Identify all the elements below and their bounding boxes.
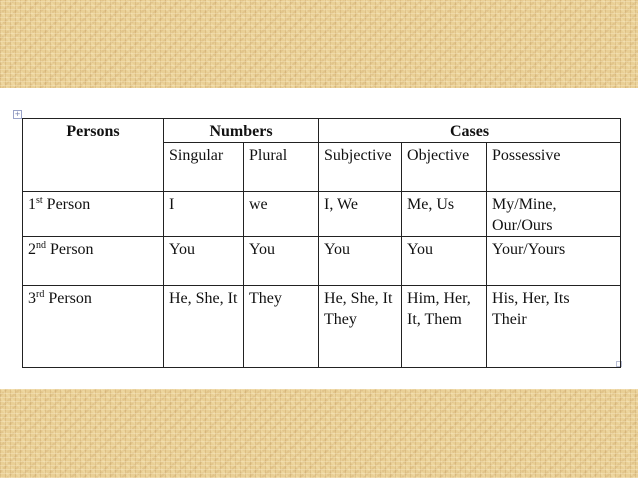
person-label: Person <box>46 241 94 258</box>
cell-possessive <box>487 286 621 368</box>
subheader-plural: Plural <box>244 143 319 192</box>
cell-line: It, Them <box>407 311 462 328</box>
cell-singular <box>164 286 244 368</box>
cell-objective <box>402 237 487 286</box>
header-persons: Persons <box>23 119 164 192</box>
cell-line: Me, Us <box>407 196 455 213</box>
cell-singular <box>164 192 244 237</box>
person-number: 2 <box>28 241 36 258</box>
cell-line: His, Her, Its <box>492 290 570 307</box>
cell-line: They <box>249 290 282 307</box>
person-cell <box>23 192 164 237</box>
cell-line: They <box>324 311 357 328</box>
person-label: Person <box>42 196 91 213</box>
cell-line: He, She, It <box>324 290 393 307</box>
cell-line: You <box>324 241 350 258</box>
table-row <box>23 192 621 237</box>
cell-subjective <box>319 237 402 286</box>
subheader-singular: Singular <box>164 143 244 192</box>
table-header-row <box>23 119 621 143</box>
table-row <box>23 237 621 286</box>
cell-possessive <box>487 192 621 237</box>
person-label: Person <box>44 290 92 307</box>
cell-line: He, She, It <box>169 290 238 307</box>
cell-line: we <box>249 196 268 213</box>
pronoun-table <box>22 118 621 368</box>
person-cell <box>23 286 164 368</box>
table-move-handle-icon[interactable]: + <box>14 110 21 118</box>
cell-line: You <box>169 241 195 258</box>
cell-line: Him, Her, <box>407 290 471 307</box>
header-numbers: Numbers <box>164 119 319 143</box>
cell-singular <box>164 237 244 286</box>
person-ordinal-suffix: rd <box>36 289 45 300</box>
header-cases: Cases <box>319 119 621 143</box>
person-ordinal-suffix: st <box>36 195 43 206</box>
cell-line: I, We <box>324 196 358 213</box>
cell-objective <box>402 286 487 368</box>
cell-line: Their <box>492 311 527 328</box>
cell-line: Your/Yours <box>492 241 566 258</box>
cell-objective <box>402 192 487 237</box>
person-ordinal-suffix: nd <box>36 240 46 251</box>
table-row <box>23 286 621 368</box>
cell-line: You <box>249 241 275 258</box>
cell-subjective <box>319 192 402 237</box>
cell-possessive <box>487 237 621 286</box>
person-number: 1 <box>28 196 36 213</box>
person-number: 3 <box>28 290 36 307</box>
cell-line: You <box>407 241 433 258</box>
subheader-possessive: Possessive <box>487 143 621 192</box>
cell-plural <box>244 286 319 368</box>
cell-line: I <box>169 196 175 213</box>
subheader-objective: Objective <box>402 143 487 192</box>
cell-line: My/Mine, Our/Ours <box>492 196 557 234</box>
cell-plural <box>244 192 319 237</box>
person-cell <box>23 237 164 286</box>
subheader-subjective: Subjective <box>319 143 402 192</box>
cell-plural <box>244 237 319 286</box>
cell-subjective <box>319 286 402 368</box>
